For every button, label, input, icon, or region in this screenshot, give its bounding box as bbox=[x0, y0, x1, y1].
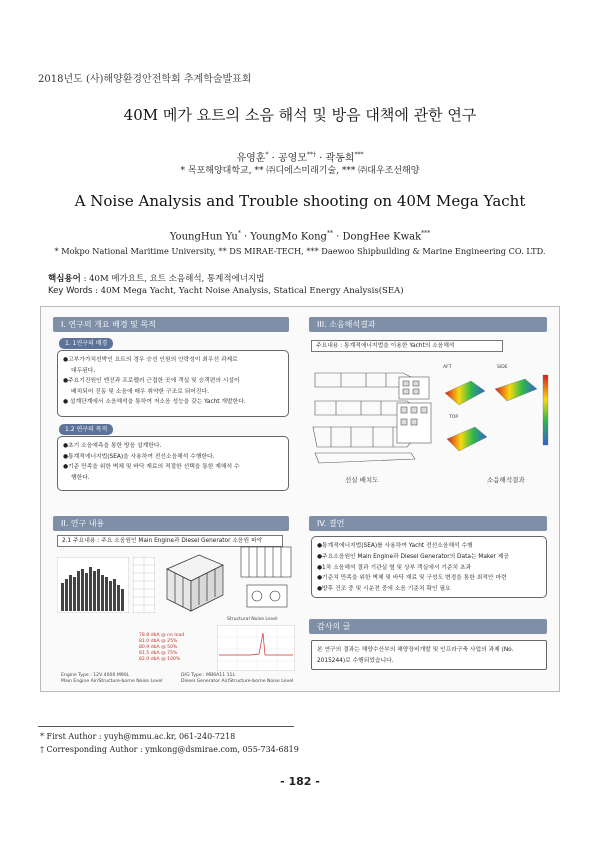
structural-chart-title: Structural Noise Level bbox=[227, 617, 278, 622]
noise-level-item: 82.0 dbA @ 100% bbox=[139, 657, 181, 662]
section-1-header: I. 연구의 개요 배경 및 목적 bbox=[53, 317, 289, 332]
title-english: A Noise Analysis and Trouble shooting on 40M Mega Yacht bbox=[74, 192, 526, 210]
view-label-side: SIDE bbox=[497, 365, 508, 370]
keywords-english: Key Words : 40M Mega Yacht, Yacht Noise Analysis, Statical Energy Analysis(SEA) bbox=[48, 286, 404, 296]
caption-result: 소음해석결과 bbox=[487, 476, 525, 484]
view-label-aft: AFT bbox=[443, 365, 452, 370]
text-line: ●기준 만족을 위한 벽체 및 바닥 재료의 적절한 선택을 통한 재해석 수 bbox=[63, 464, 240, 470]
text-line: ●초기 소음예측을 통한 방음 설계한다. bbox=[63, 443, 162, 449]
footnote-corresponding-author: † Corresponding Author : ymkong@dsmirae.com, 055-734-6819 bbox=[40, 745, 299, 754]
affiliation-english: * Mokpo National Maritime University, ** DS MIRAE-TECH, *** Daewoo Shipbuilding & Marine Engineering CO. LTD. bbox=[54, 246, 546, 256]
caption-layout: 선실 배치도 bbox=[345, 476, 379, 484]
caption-main-engine: Engine Type : 12V 4000 M90L Main Engine Air/Structure-borne Noise Level bbox=[61, 673, 163, 684]
section-2-header: II. 연구 내용 bbox=[53, 516, 289, 531]
color-scale-bar bbox=[543, 375, 548, 445]
conclusion-box bbox=[311, 536, 547, 598]
authors-english: YoungHun Yu* · YoungMo Kong** · DongHee Kwak*** bbox=[169, 230, 431, 243]
noise-level-list bbox=[139, 633, 184, 663]
text-line: ●통계적에너지법(SEA)을 사용하여 전선소음해석 수행한다. bbox=[63, 453, 215, 460]
text-line: ●주요소음원인 Main Engine과 Diesel Generator의 Data는 Maker 제공 bbox=[317, 553, 510, 560]
purpose-box bbox=[57, 436, 289, 491]
section-1-1-tag: 1. 1연구의 배경 bbox=[59, 338, 113, 349]
section-2-note: 2.1 주요내용 : 주요 소음원인 Main Engine과 Diesel Generator 소음원 파악 bbox=[57, 535, 283, 547]
structural-noise-chart bbox=[217, 625, 295, 671]
noise-level-item: 81.0 dbA @ 25% bbox=[139, 639, 178, 644]
section-3-header: III. 소음해석결과 bbox=[309, 317, 547, 332]
authors-korean: 유영훈* · 공영모**† · 곽동희*** bbox=[236, 151, 364, 164]
section-3-note: 주요내용 : 통계적에너지법을 이용한 Yacht의 소음해석 bbox=[311, 340, 503, 352]
text-line: 배치되어 진동 및 소음에 매우 취약한 구조로 되어진다. bbox=[71, 388, 209, 395]
text-line: ● 설계단계에서 소음해석을 통하여 저소음 성능을 갖는 Yacht 개발한다. bbox=[63, 399, 246, 405]
value-table bbox=[133, 557, 155, 613]
noise-level-item: 80.9 dbA @ 50% bbox=[139, 645, 178, 650]
footnote-separator bbox=[38, 726, 294, 727]
text-line: ●1차 소음해석 결과 기관실 옆 및 상부 객실에서 기준치 초과 bbox=[317, 564, 472, 571]
text-line: 행한다. bbox=[71, 474, 90, 481]
text-line: ●통계적에너지법(SEA)를 사용하여 Yacht 전선소음해석 수행 bbox=[317, 543, 473, 549]
noise-level-item: 81.5 dbA @ 75% bbox=[139, 651, 178, 656]
section-4-header: IV. 결언 bbox=[309, 516, 547, 531]
acknowledgment-box bbox=[311, 640, 547, 670]
generator-drawing bbox=[237, 543, 297, 613]
result-view-side bbox=[495, 379, 537, 401]
caption-diesel-generator: D/G Type : MB6A11 11L Diesel Generator Air/Structure-borne Noise Level bbox=[181, 673, 294, 684]
text-line: ●방후 건조 중 및 시운전 중에 소음 기준치 확인 필요 bbox=[317, 586, 451, 593]
acknowledgment-header: 감사의 글 bbox=[309, 619, 547, 634]
conference-header: 2018년도 (사)해양환경안전학회 추계학술발표회 bbox=[38, 74, 252, 85]
noise-level-item: 78.8 dbA @ no load bbox=[139, 633, 185, 638]
text-line: 대두된다. bbox=[71, 367, 96, 374]
spectrum-chart bbox=[57, 557, 129, 613]
keywords-korean: 핵심용어 : 40M 메가요트, 요트 소음해석, 통계적에너지법 bbox=[48, 274, 265, 284]
text-line: ●주요기진원인 엔진과 프로펠러 근접한 곳에 객실 및 승객편의 시설이 bbox=[63, 378, 240, 384]
result-view-top bbox=[447, 427, 487, 451]
text-line: 본 연구의 결과는 해양수산부의 해양장비개발 및 인프라구축 사업의 과제 (No. bbox=[317, 647, 514, 653]
engine-drawing bbox=[161, 547, 227, 613]
footnote-first-author: * First Author : yuyh@mmu.ac.kr, 061-240-7218 bbox=[40, 732, 236, 741]
affiliation-korean: * 목포해양대학교, ** ㈜디에스미래기술, *** ㈜대우조선해양 bbox=[180, 166, 420, 176]
profile-figure bbox=[395, 363, 435, 473]
text-line: 2015244)로 수행되었습니다. bbox=[317, 657, 394, 664]
background-box bbox=[57, 350, 289, 417]
view-label-top: TOP bbox=[449, 415, 459, 420]
poster-panel bbox=[40, 306, 560, 692]
noise-result-figure bbox=[441, 371, 553, 463]
title-korean: 40M 메가 요트의 소음 해석 및 방음 대책에 관한 연구 bbox=[123, 106, 477, 124]
section-1-2-tag: 1.2 연구의 목적 bbox=[59, 424, 113, 435]
page-number: - 182 - bbox=[280, 775, 320, 788]
text-line: ●고부가가치선박인 요트의 경우 승선 인원의 안락성이 최우선 과제로 bbox=[63, 357, 238, 363]
result-view-aft bbox=[445, 381, 485, 405]
text-line: ●기준치 만족을 위한 벽체 및 바닥 재료 및 구성도 변경을 통한 최적안 마련 bbox=[317, 575, 507, 582]
